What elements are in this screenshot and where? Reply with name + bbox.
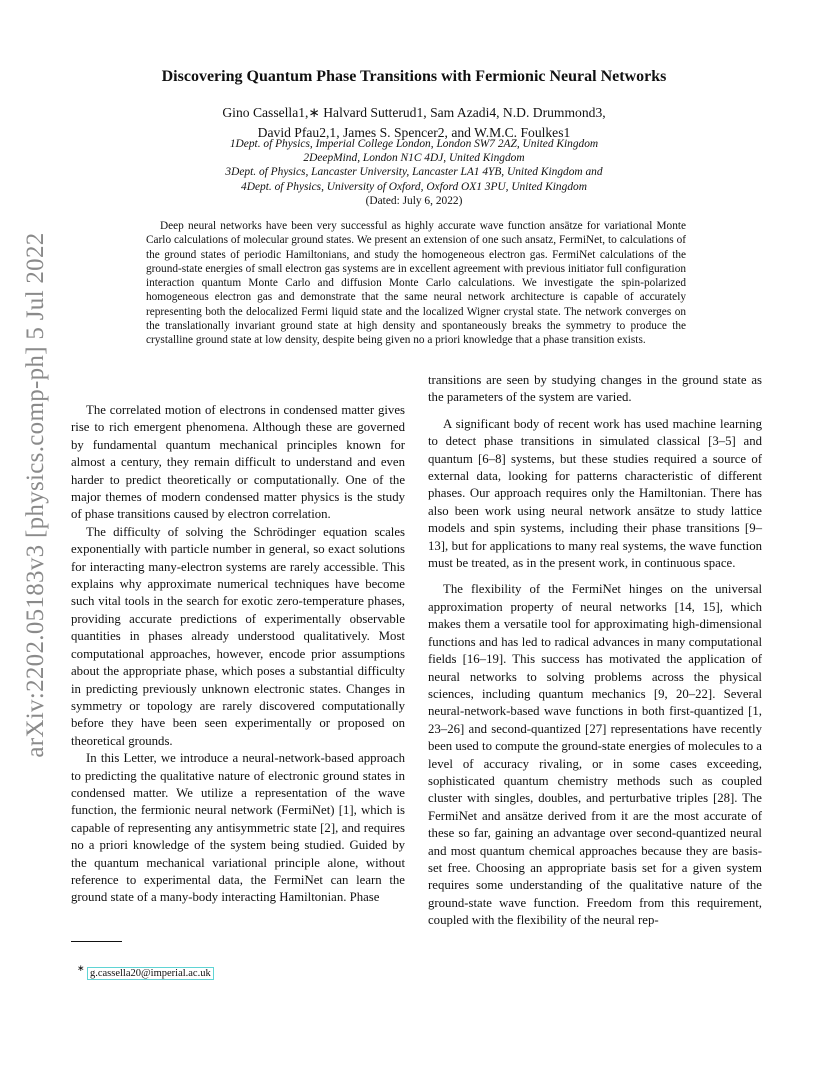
body-paragraph: transitions are seen by studying changes in the ground state as the parameters of the system are varied. <box>428 373 762 405</box>
paper-title: Discovering Quantum Phase Transitions with Fermionic Neural Networks <box>161 68 667 85</box>
author-email-link[interactable]: g.cassella20@imperial.ac.uk <box>87 967 214 980</box>
dated-line: (Dated: July 6, 2022) <box>365 194 463 207</box>
body-paragraph: In this Letter, we introduce a neural-network-based approach to predicting the qualitative nature of electronic ground states in condensed matter. We utilize a representation of the wave function, the fermionic neural network (FermiNet) [1], which is capable of representing any antisymmetric state [2], and requires no a priori knowledge of the system being studied. Guided by the quantum mechanical variational principle alone, without reference to experimental data, the FermiNet can learn the ground state of a many-body interacting Hamiltonian. Phase <box>71 751 405 905</box>
body-paragraph: The correlated motion of electrons in condensed matter gives rise to rich emergent phenomena. Although these are governed by fundamental quantum mechanical principles known for almost a century, they remain difficult to understand and even harder to predict theoretically or computationally. One of the major themes of modern condensed matter physics is the study of phase transitions caused by electron correlation. <box>71 403 405 522</box>
affiliation-2: 2DeepMind, London N1C 4DJ, United Kingdom <box>303 152 525 165</box>
abstract: Deep neural networks have been very successful as highly accurate wave function ansätze for variational Monte Carlo calculations of molecular ground states. We present an extension of one such ansatz, FermiNet, to calculations of the ground states of periodic Hamiltonians, and study the homogeneous electron gas. FermiNet calculations of the ground-state energies of small electron gas systems are in excellent agreement with previous initiator full configuration interaction quantum Monte Carlo and diffusion Monte Carlo calculations. We investigate the spin-polarized homogeneous electron gas and demonstrate that the same neural network architecture is capable of accurately representing both the delocalized Fermi liquid state and the localized Wigner crystal state. The network converges on the translationally invariant ground state at high density and spontaneously breaks the symmetry to produce the crystalline ground state at low density, despite being given no a priori knowledge that a phase transition exists. <box>146 220 686 347</box>
affiliations <box>80 137 748 208</box>
right-column <box>428 372 762 930</box>
author-line-1: Gino Cassella1,∗ Halvard Sutterud1, Sam Azadi4, N.D. Drummond3, <box>222 105 606 120</box>
author-line-2: David Pfau2,1, James S. Spencer2, and W.M.C. Foulkes1 <box>257 125 571 140</box>
arxiv-identifier: arXiv:2202.05183v3 [physics.comp-ph] 5 Jul 2022 <box>22 232 49 758</box>
left-column <box>71 402 405 907</box>
footnote-rule <box>71 941 122 942</box>
affiliation-1: 1Dept. of Physics, Imperial College London, London SW7 2AZ, United Kingdom <box>229 138 599 150</box>
body-paragraph: The difficulty of solving the Schrödinger equation scales exponentially with particle number in general, so exact solutions for interacting many-electron systems are rarely accessible. This explains why approximate numerical techniques have become such vital tools in the search for exotic zero-temperature phases, providing accurate predictions of experimentally observable quantities in phases already understood qualitatively. Most computational approaches, however, encode prior assumptions about the appropriate phase, which poses a substantial difficulty in predicting previously unknown electronic states. Changes in symmetry or topology are rarely discovered computationally before they have been seen experimentally or proposed on theoretical grounds. <box>71 524 405 748</box>
affiliation-3: 3Dept. of Physics, Lancaster University, Lancaster LA1 4YB, United Kingdom and <box>225 166 603 179</box>
arxiv-sidebar-stamp <box>18 232 54 758</box>
footnote-mark: ∗ <box>77 963 85 973</box>
footnote <box>77 963 214 979</box>
body-paragraph: A significant body of recent work has used machine learning to detect phase transitions in simulated classical [3–5] and quantum [6–8] systems, but these studies required a source of external data, looking for patterns characteristic of different phases. Our approach requires only the Hamiltonian. There has also been work using neural network ansätze to study lattice models and spin systems, including their phase transitions [9–13], but for applications to many real systems, the wave function must be treated, as in the present work, in continuous space. <box>428 416 762 571</box>
body-paragraph: The flexibility of the FermiNet hinges on the universal approximation property of neural networks [14, 15], which makes them a versatile tool for approximating high-dimensional functions and has led to radical advances in many computational fields [16–19]. This success has motivated the application of neural networks to solving problems across the physical sciences, including quantum mechanics [9, 20–22]. Several neural-network-based wave functions in both first-quantized [1, 23–26] and second-quantized [27] representations have recently been used to compute the ground-state energies of molecules to a level of accuracy rivaling, or in some cases exceeding, sophisticated quantum chemistry methods such as coupled cluster with singles, doubles, and perturbative triples [28]. The FermiNet and ansätze derived from it are the most accurate of these so far, gaining an advantage over second-quantized neural and most quantum chemical approaches because they are basis-set free. Choosing an appropriate basis set for a given system requires some understanding of the qualitative nature of the ground-state wave function. Freedom from this requirement, coupled with the flexibility of the neural rep- <box>428 582 762 928</box>
affiliation-4: 4Dept. of Physics, University of Oxford, Oxford OX1 3PU, United Kingdom <box>241 180 587 193</box>
